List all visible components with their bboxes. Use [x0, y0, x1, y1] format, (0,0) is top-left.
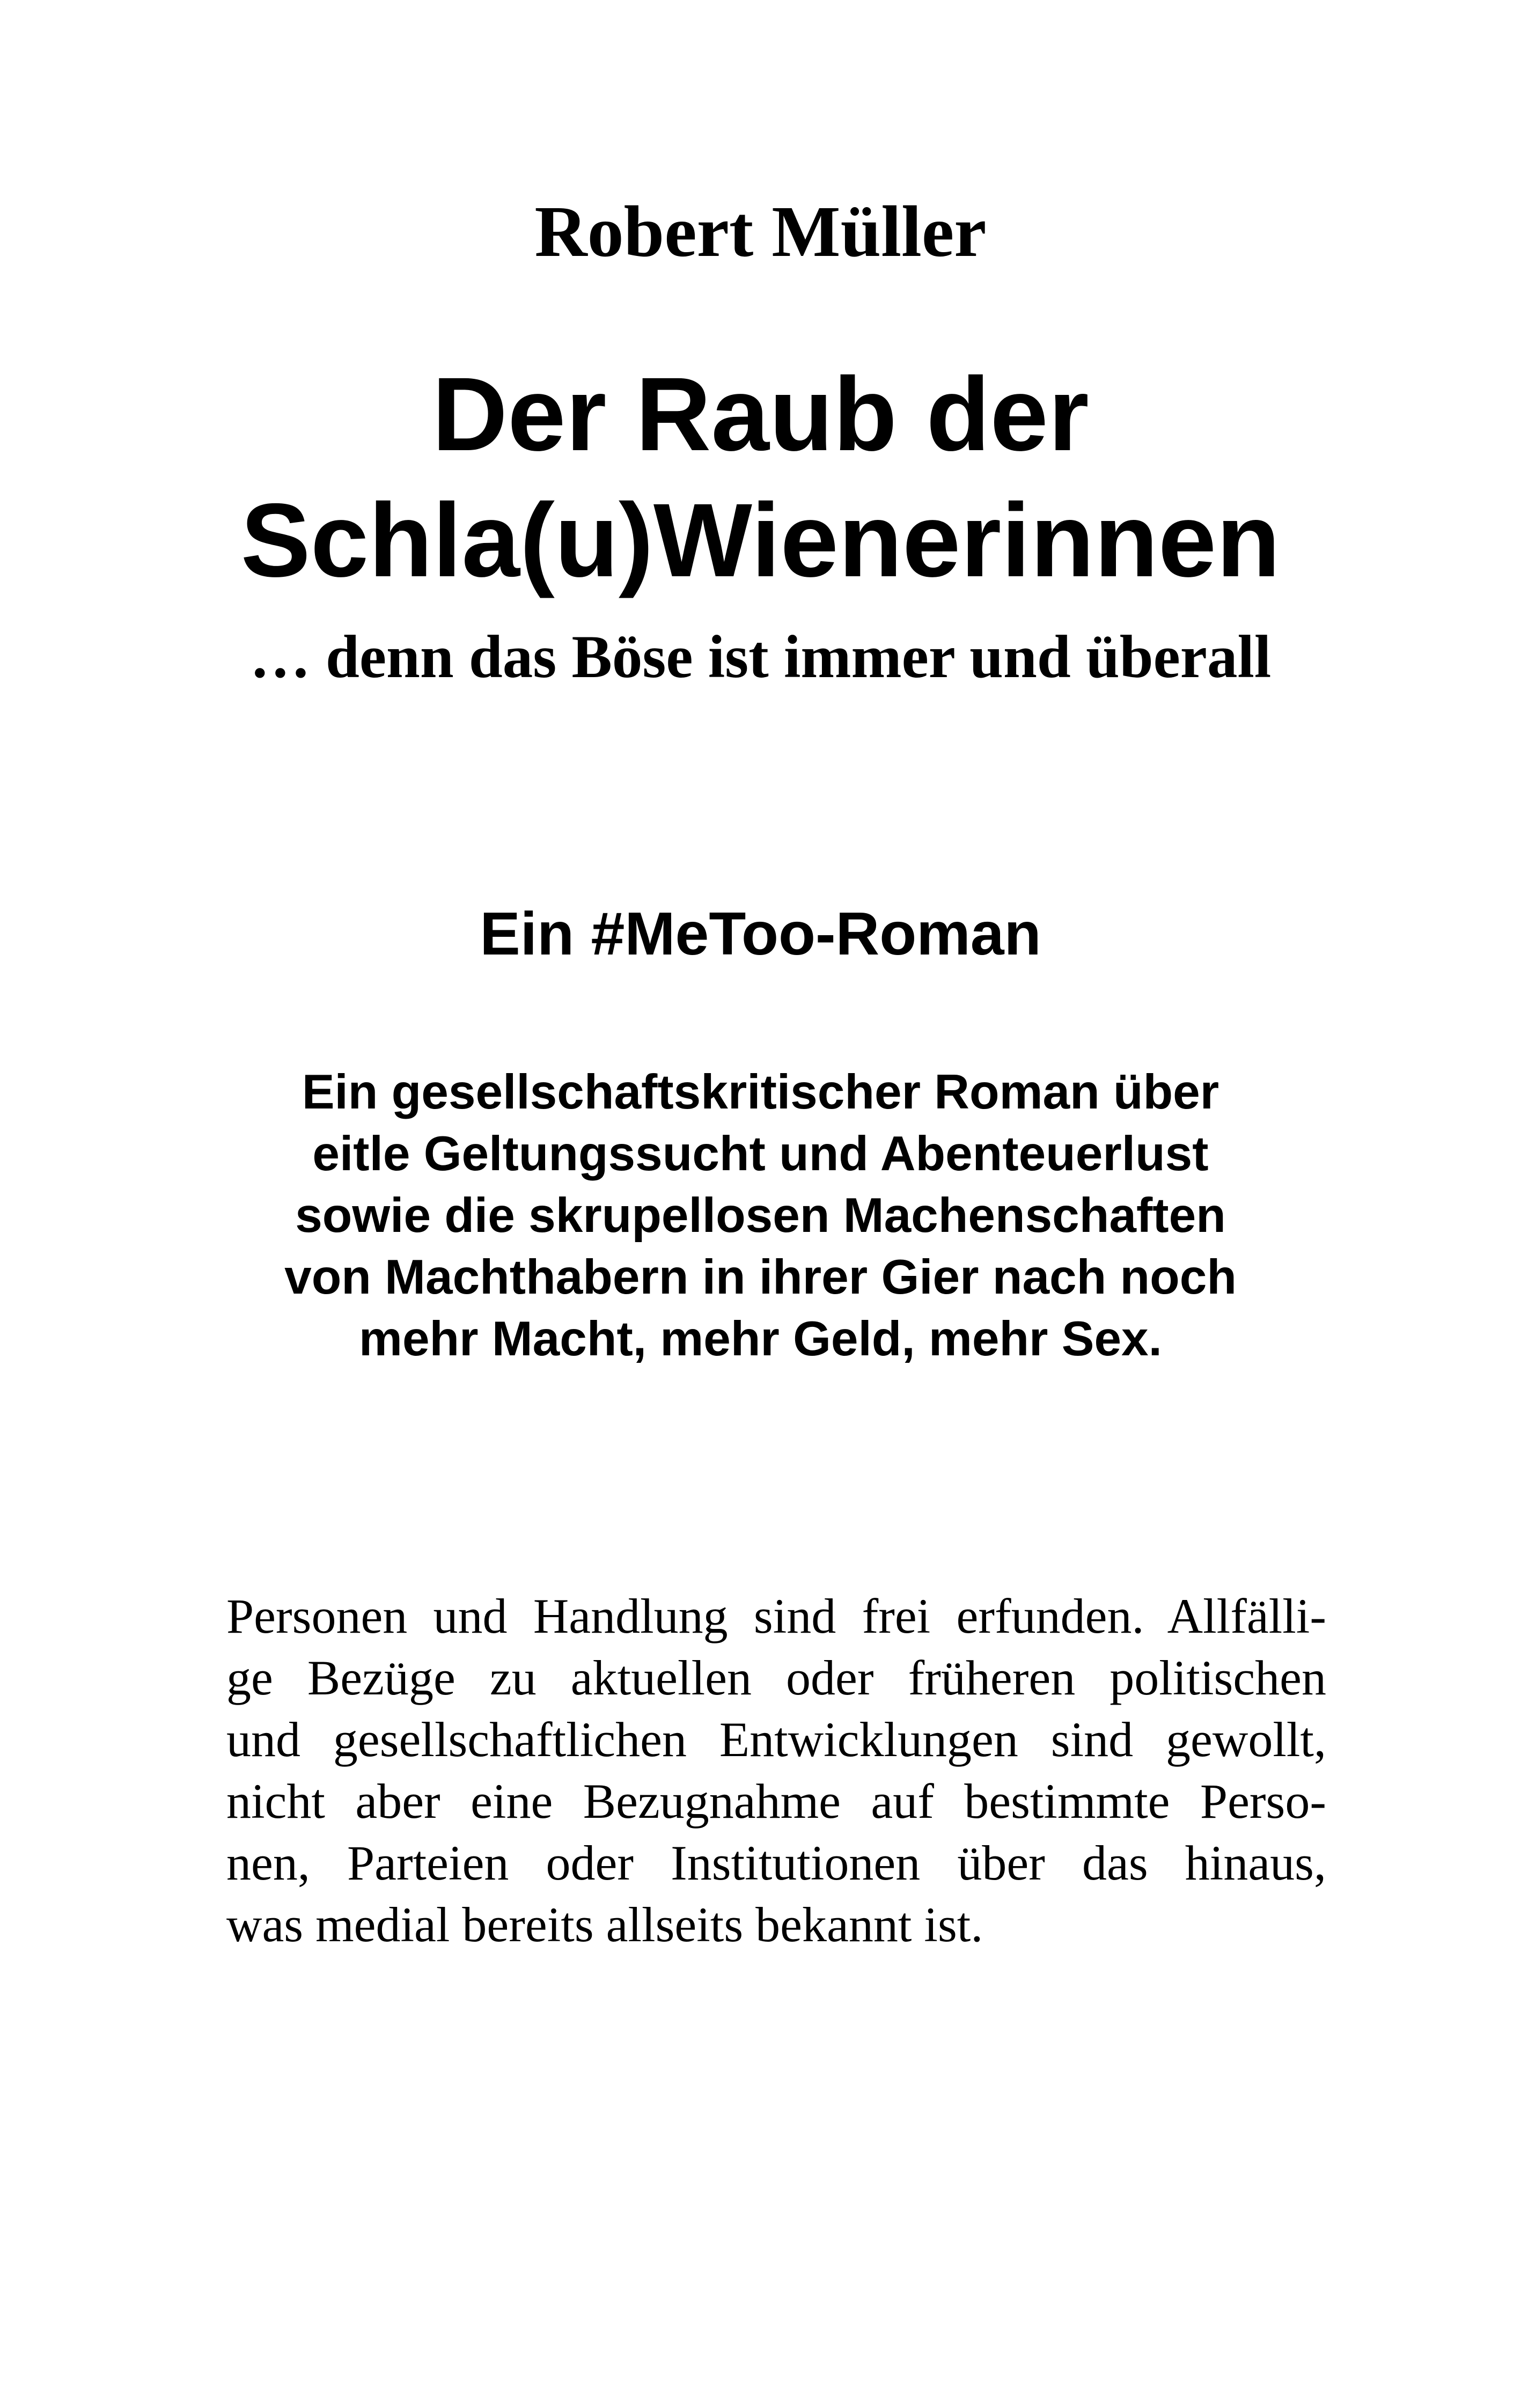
book-title [0, 351, 1521, 604]
disclaimer-line: Personen und Handlung sind frei erfunden. Allfälli- [226, 1589, 1326, 1643]
blurb-line: von Machthabern in ihrer Gier nach noch [284, 1250, 1237, 1304]
disclaimer-line: nen, Parteien oder Institutionen über das hinaus, [226, 1836, 1326, 1890]
genre-label: Ein #MeToo-Roman [480, 900, 1041, 967]
book-blurb [0, 1061, 1521, 1370]
disclaimer-line: und gesellschaftlichen Entwicklungen sind gewollt, [226, 1712, 1326, 1767]
disclaimer-line: nicht aber eine Bezugnahme auf bestimmte Perso- [226, 1774, 1326, 1829]
blurb-line: mehr Macht, mehr Geld, mehr Sex. [359, 1312, 1162, 1366]
blurb-line: Ein gesellschaftskritischer Roman über [302, 1065, 1219, 1119]
book-subtitle: … denn das Böse ist immer und überall [249, 623, 1272, 691]
book-title-line: Schla(u)Wienerinnen [240, 482, 1281, 599]
blurb-line: eitle Geltungssucht und Abenteuerlust [312, 1127, 1209, 1181]
author-name: Robert Müller [534, 192, 987, 272]
disclaimer-line: was medial bereits allseits bekannt ist. [226, 1897, 983, 1952]
fiction-disclaimer [226, 1585, 1326, 1956]
blurb-line: sowie die skrupellosen Machenschaften [295, 1188, 1226, 1243]
disclaimer-line: ge Bezüge zu aktuellen oder früheren politischen [226, 1650, 1326, 1705]
book-title-line: Der Raub der [432, 356, 1089, 473]
